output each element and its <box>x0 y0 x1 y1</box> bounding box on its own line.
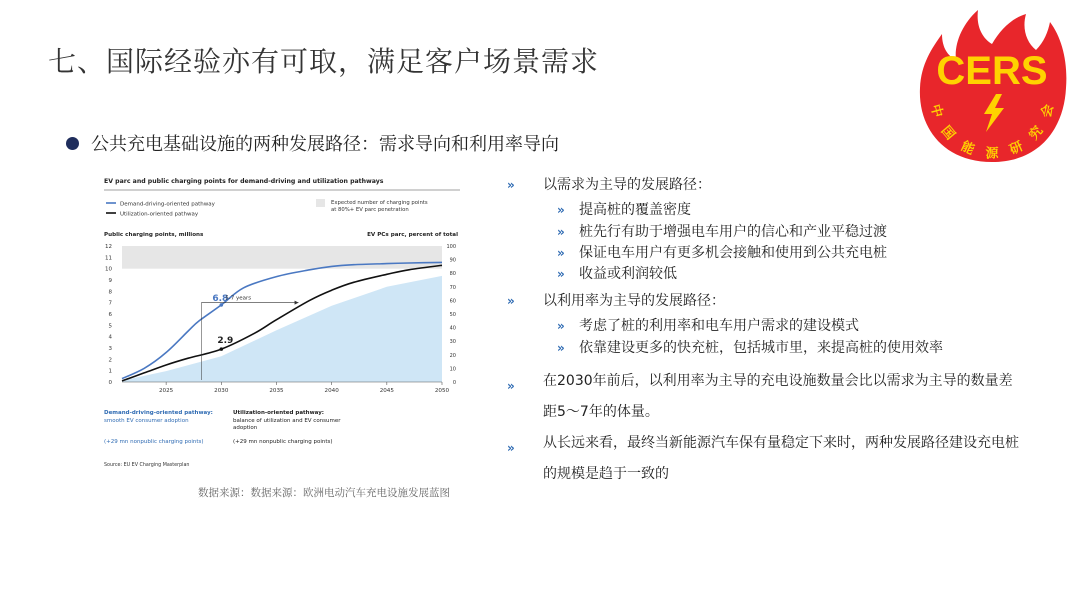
band-legend-label: Expected number of charging points at 80%+ EV parc penetration <box>331 200 428 213</box>
bullet-chevron-icon: » <box>557 225 565 239</box>
y-tick-label: 5 <box>108 323 112 330</box>
logo-org-char: 能 <box>958 139 977 159</box>
sub-bullet-item <box>505 264 1025 285</box>
logo-org-char: 会 <box>1039 102 1057 120</box>
bullet-text: 提高桩的覆盖密度 <box>579 202 691 218</box>
sub-bullet-item <box>505 200 1025 221</box>
y2-tick-label: 10 <box>449 366 456 373</box>
cers-logo <box>912 4 1072 164</box>
y2-tick-label: 90 <box>449 257 456 264</box>
x-tick-label: 2045 <box>379 388 394 394</box>
bullet-chevron-icon: » <box>557 319 565 333</box>
y-tick-label: 11 <box>105 255 112 262</box>
section-subtitle <box>66 130 559 156</box>
y2-tick-label: 100 <box>446 244 456 250</box>
y2-tick-label: 60 <box>449 298 456 305</box>
demand-2030-label: 6.8 <box>212 293 229 304</box>
sub-bullet-item <box>505 338 1025 359</box>
bullet-text: 考虑了桩的利用率和电车用户需求的建设模式 <box>579 318 859 334</box>
y-tick-label: 2 <box>108 357 112 364</box>
chart-figure <box>100 170 470 475</box>
y-tick-label: 3 <box>108 346 112 352</box>
x-tick-label: 2025 <box>159 388 174 394</box>
y-tick-label: 8 <box>108 289 112 296</box>
logo-org-char: 究 <box>1026 123 1047 144</box>
y2-tick-label: 20 <box>449 352 456 359</box>
band-legend-swatch <box>316 199 325 207</box>
bullet-text: 桩先行有助于增强电车用户的信心和产业平稳过渡 <box>579 224 887 240</box>
footer-right-line: balance of utilization and EV consumer adoption <box>233 418 341 431</box>
utilization-2030-label: 2.9 <box>217 336 234 347</box>
y-tick-label: 12 <box>105 244 112 250</box>
chart-title: EV parc and public charging points for demand-driving and utilization pathways <box>104 178 384 185</box>
y2-tick-label: 50 <box>449 312 456 318</box>
bullet-item <box>505 366 1025 428</box>
x-tick-label: 2030 <box>214 388 229 394</box>
bullet-chevron-icon: » <box>557 203 565 217</box>
gap-label: 5-7 years <box>225 295 252 302</box>
subtitle-text: 公共充电基础设施的两种发展路径：需求导向和利用率导向 <box>91 134 559 155</box>
y2-tick-label: 0 <box>452 380 456 386</box>
bullet-item <box>505 174 1025 196</box>
legend-label: Utilization-oriented pathway <box>120 211 199 218</box>
y-tick-label: 6 <box>108 312 112 318</box>
bullet-text: 依靠建设更多的快充桩，包括城市里，来提高桩的使用效率 <box>579 340 943 356</box>
bullet-chevron-icon: » <box>507 178 515 192</box>
y-tick-label: 7 <box>108 300 112 307</box>
logo-org-char: 源 <box>985 146 999 162</box>
bullet-dot-icon <box>66 137 79 150</box>
y-tick-label: 9 <box>108 278 112 284</box>
ev-parc-area <box>122 276 442 382</box>
chart-source: Source: EU EV Charging Masterplan <box>104 463 190 468</box>
sub-bullet-item <box>505 222 1025 243</box>
footer-right-note: (+29 mn nonpublic charging points) <box>233 439 333 445</box>
sub-bullet-item <box>505 243 1025 264</box>
bullet-text: 从长远来看，最终当新能源汽车保有量稳定下来时，两种发展路径建设充电桩的规模是趋于一致的 <box>543 435 1019 482</box>
bullet-chevron-icon: » <box>507 379 515 393</box>
y2-axis-label: EV PCs parc, percent of total <box>367 232 458 238</box>
bullet-text: 收益或利润较低 <box>579 266 677 282</box>
utilization-2030-point <box>220 347 224 351</box>
expected-band <box>122 246 442 269</box>
footer-left-line: smooth EV consumer adoption <box>104 418 189 424</box>
source-note: 数据来源：数据来源：欧洲电动汽车充电设施发展蓝图 <box>198 487 450 499</box>
bullet-chevron-icon: » <box>557 267 565 281</box>
bullet-text: 以需求为主导的发展路径： <box>543 177 711 193</box>
y-axis-label: Public charging points, millions <box>104 232 204 238</box>
logo-org-char: 国 <box>937 123 958 144</box>
x-tick-label: 2050 <box>434 388 450 394</box>
bullet-text: 以利用率为主导的发展路径： <box>543 293 725 309</box>
footer-left-title: Demand-driving-oriented pathway: <box>104 410 213 416</box>
y2-tick-label: 70 <box>449 284 456 291</box>
bullet-item <box>505 428 1025 490</box>
bullet-chevron-icon: » <box>507 441 515 455</box>
bullet-item <box>505 290 1025 312</box>
y2-tick-label: 40 <box>449 325 456 332</box>
x-tick-label: 2035 <box>269 388 284 394</box>
footer-left-note: (+29 mn nonpublic charging points) <box>104 439 204 445</box>
bullet-text: 保证电车用户有更多机会接触和使用到公共充电桩 <box>579 245 887 261</box>
bullet-chevron-icon: » <box>507 294 515 308</box>
logo-org-char: 研 <box>1007 139 1026 159</box>
bullet-text: 在2030年前后，以利用率为主导的充电设施数量会比以需求为主导的数量差距5～7年的体量。 <box>543 373 1013 420</box>
logo-text: CERS <box>936 49 1048 93</box>
x-tick-label: 2040 <box>324 388 339 394</box>
y2-tick-label: 80 <box>449 271 456 278</box>
y-tick-label: 4 <box>108 334 112 341</box>
page-title: 七、国际经验亦有可取，满足客户场景需求 <box>48 45 600 78</box>
logo-org-char: 中 <box>927 102 945 120</box>
gap-arrow-head <box>295 301 299 305</box>
y-tick-label: 1 <box>108 368 112 375</box>
y2-tick-label: 30 <box>449 339 456 346</box>
footer-right-title: Utilization-oriented pathway: <box>233 410 324 416</box>
line-chart <box>100 170 470 475</box>
y-tick-label: 0 <box>108 380 112 386</box>
bullet-chevron-icon: » <box>557 341 565 355</box>
legend-label: Demand-driving-oriented pathway <box>120 201 215 208</box>
y-tick-label: 10 <box>105 266 112 273</box>
sub-bullet-item <box>505 316 1025 337</box>
bullet-chevron-icon: » <box>557 246 565 260</box>
